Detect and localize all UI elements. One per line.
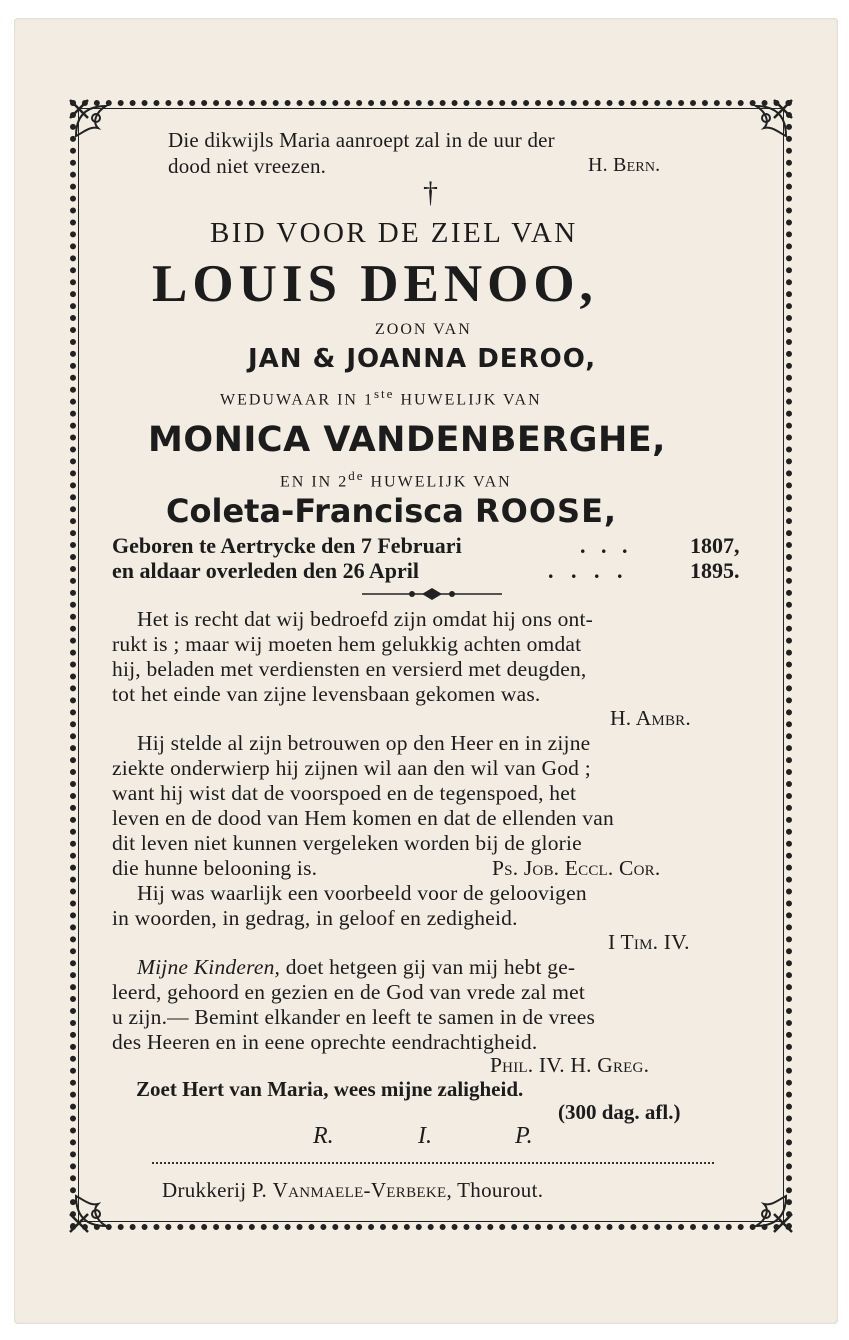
- second-wife-name: Coleta-Francisca ROOSE,: [166, 492, 618, 530]
- citation: Phil. IV. H. Greg.: [490, 1053, 650, 1077]
- printer-separator: [152, 1162, 714, 1164]
- rip-i: I.: [418, 1123, 432, 1149]
- corner-ornament-icon: [736, 96, 796, 156]
- death-line: en aldaar overleden den 26 April: [112, 558, 419, 583]
- divider-ornament-icon: [362, 586, 502, 602]
- son-of-label: ZOON VAN: [375, 321, 472, 338]
- quote-line-2: dood niet vreezen.: [168, 154, 327, 178]
- text-line: u zijn.— Bemint elkander en leeft te samen in de vrees: [112, 1005, 596, 1029]
- birth-dots: . . .: [580, 533, 633, 558]
- text-line: rukt is ; maar wij moeten hem gelukkig achten omdat: [112, 632, 582, 656]
- indulgence-note: (300 dag. afl.): [558, 1100, 681, 1124]
- text-line: Mijne Kinderen, doet hetgeen gij van mij hebt ge-: [137, 955, 576, 979]
- text-line: leven en de dood van Hem komen en dat de ellenden van: [112, 806, 614, 830]
- corner-ornament-icon: [66, 1176, 126, 1236]
- quote-source: H. Bern.: [588, 154, 661, 176]
- rip-r: R.: [313, 1123, 334, 1149]
- text-line: ziekte onderwierp hij zijnen wil aan den wil van God ;: [112, 756, 591, 780]
- birth-line: Geboren te Aertrycke den 7 Februari: [112, 533, 462, 558]
- second-marriage-label: EN IN 2de HUWELIJK VAN: [280, 468, 512, 491]
- text-line: Hij stelde al zijn betrouwen op den Heer en in zijne: [137, 731, 591, 755]
- first-wife-name: MONICA VANDENBERGHE,: [148, 420, 666, 460]
- text-line: want hij wist dat de voorspoed en de tegenspoed, het: [112, 781, 577, 805]
- text-line: des Heeren en in eene oprechte eendrachtigheid.: [112, 1030, 538, 1054]
- death-year: 1895.: [690, 558, 740, 583]
- birth-year: 1807,: [690, 533, 740, 558]
- printer-credit: Drukkerij P. Vanmaele-Verbeke, Thourout.: [162, 1178, 544, 1202]
- pray-heading: BID VOOR DE ZIEL VAN: [210, 217, 578, 249]
- citation: H. Ambr.: [610, 706, 691, 730]
- death-dots: . . . .: [548, 558, 629, 583]
- corner-ornament-icon: [736, 1176, 796, 1236]
- citation: Ps. Job. Eccl. Cor.: [492, 856, 661, 880]
- parents-names: JAN & JOANNA DEROO,: [248, 344, 597, 374]
- prayer-line: Zoet Hert van Maria, wees mijne zaligheid.: [136, 1077, 524, 1101]
- text-line: tot het einde van zijne levensbaan gekomen was.: [112, 682, 541, 706]
- text-line: Het is recht dat wij bedroefd zijn omdat hij ons ont-: [137, 607, 594, 631]
- quote-line-1: Die dikwijls Maria aanroept zal in de uur der: [168, 128, 555, 152]
- text-line: in woorden, in gedrag, in geloof en zedigheid.: [112, 906, 518, 930]
- deceased-name: LOUIS DENOO,: [152, 255, 598, 313]
- text-line: Hij was waarlijk een voorbeeld voor de geloovigen: [137, 881, 587, 905]
- text-line: leerd, gehoord en gezien en de God van vrede zal met: [112, 980, 586, 1004]
- citation: I Tim. IV.: [608, 930, 690, 954]
- text-line: hij, beladen met verdiensten en versierd met deugden,: [112, 657, 587, 681]
- text-line: die hunne belooning is.: [112, 856, 318, 880]
- corner-ornament-icon: [66, 96, 126, 156]
- rip-p: P.: [515, 1123, 533, 1149]
- cross-icon: †: [423, 176, 438, 209]
- text-line: dit leven niet kunnen vergeleken worden bij de glorie: [112, 831, 582, 855]
- widower-first-marriage-label: WEDUWAAR IN 1ste HUWELIJK VAN: [220, 386, 542, 409]
